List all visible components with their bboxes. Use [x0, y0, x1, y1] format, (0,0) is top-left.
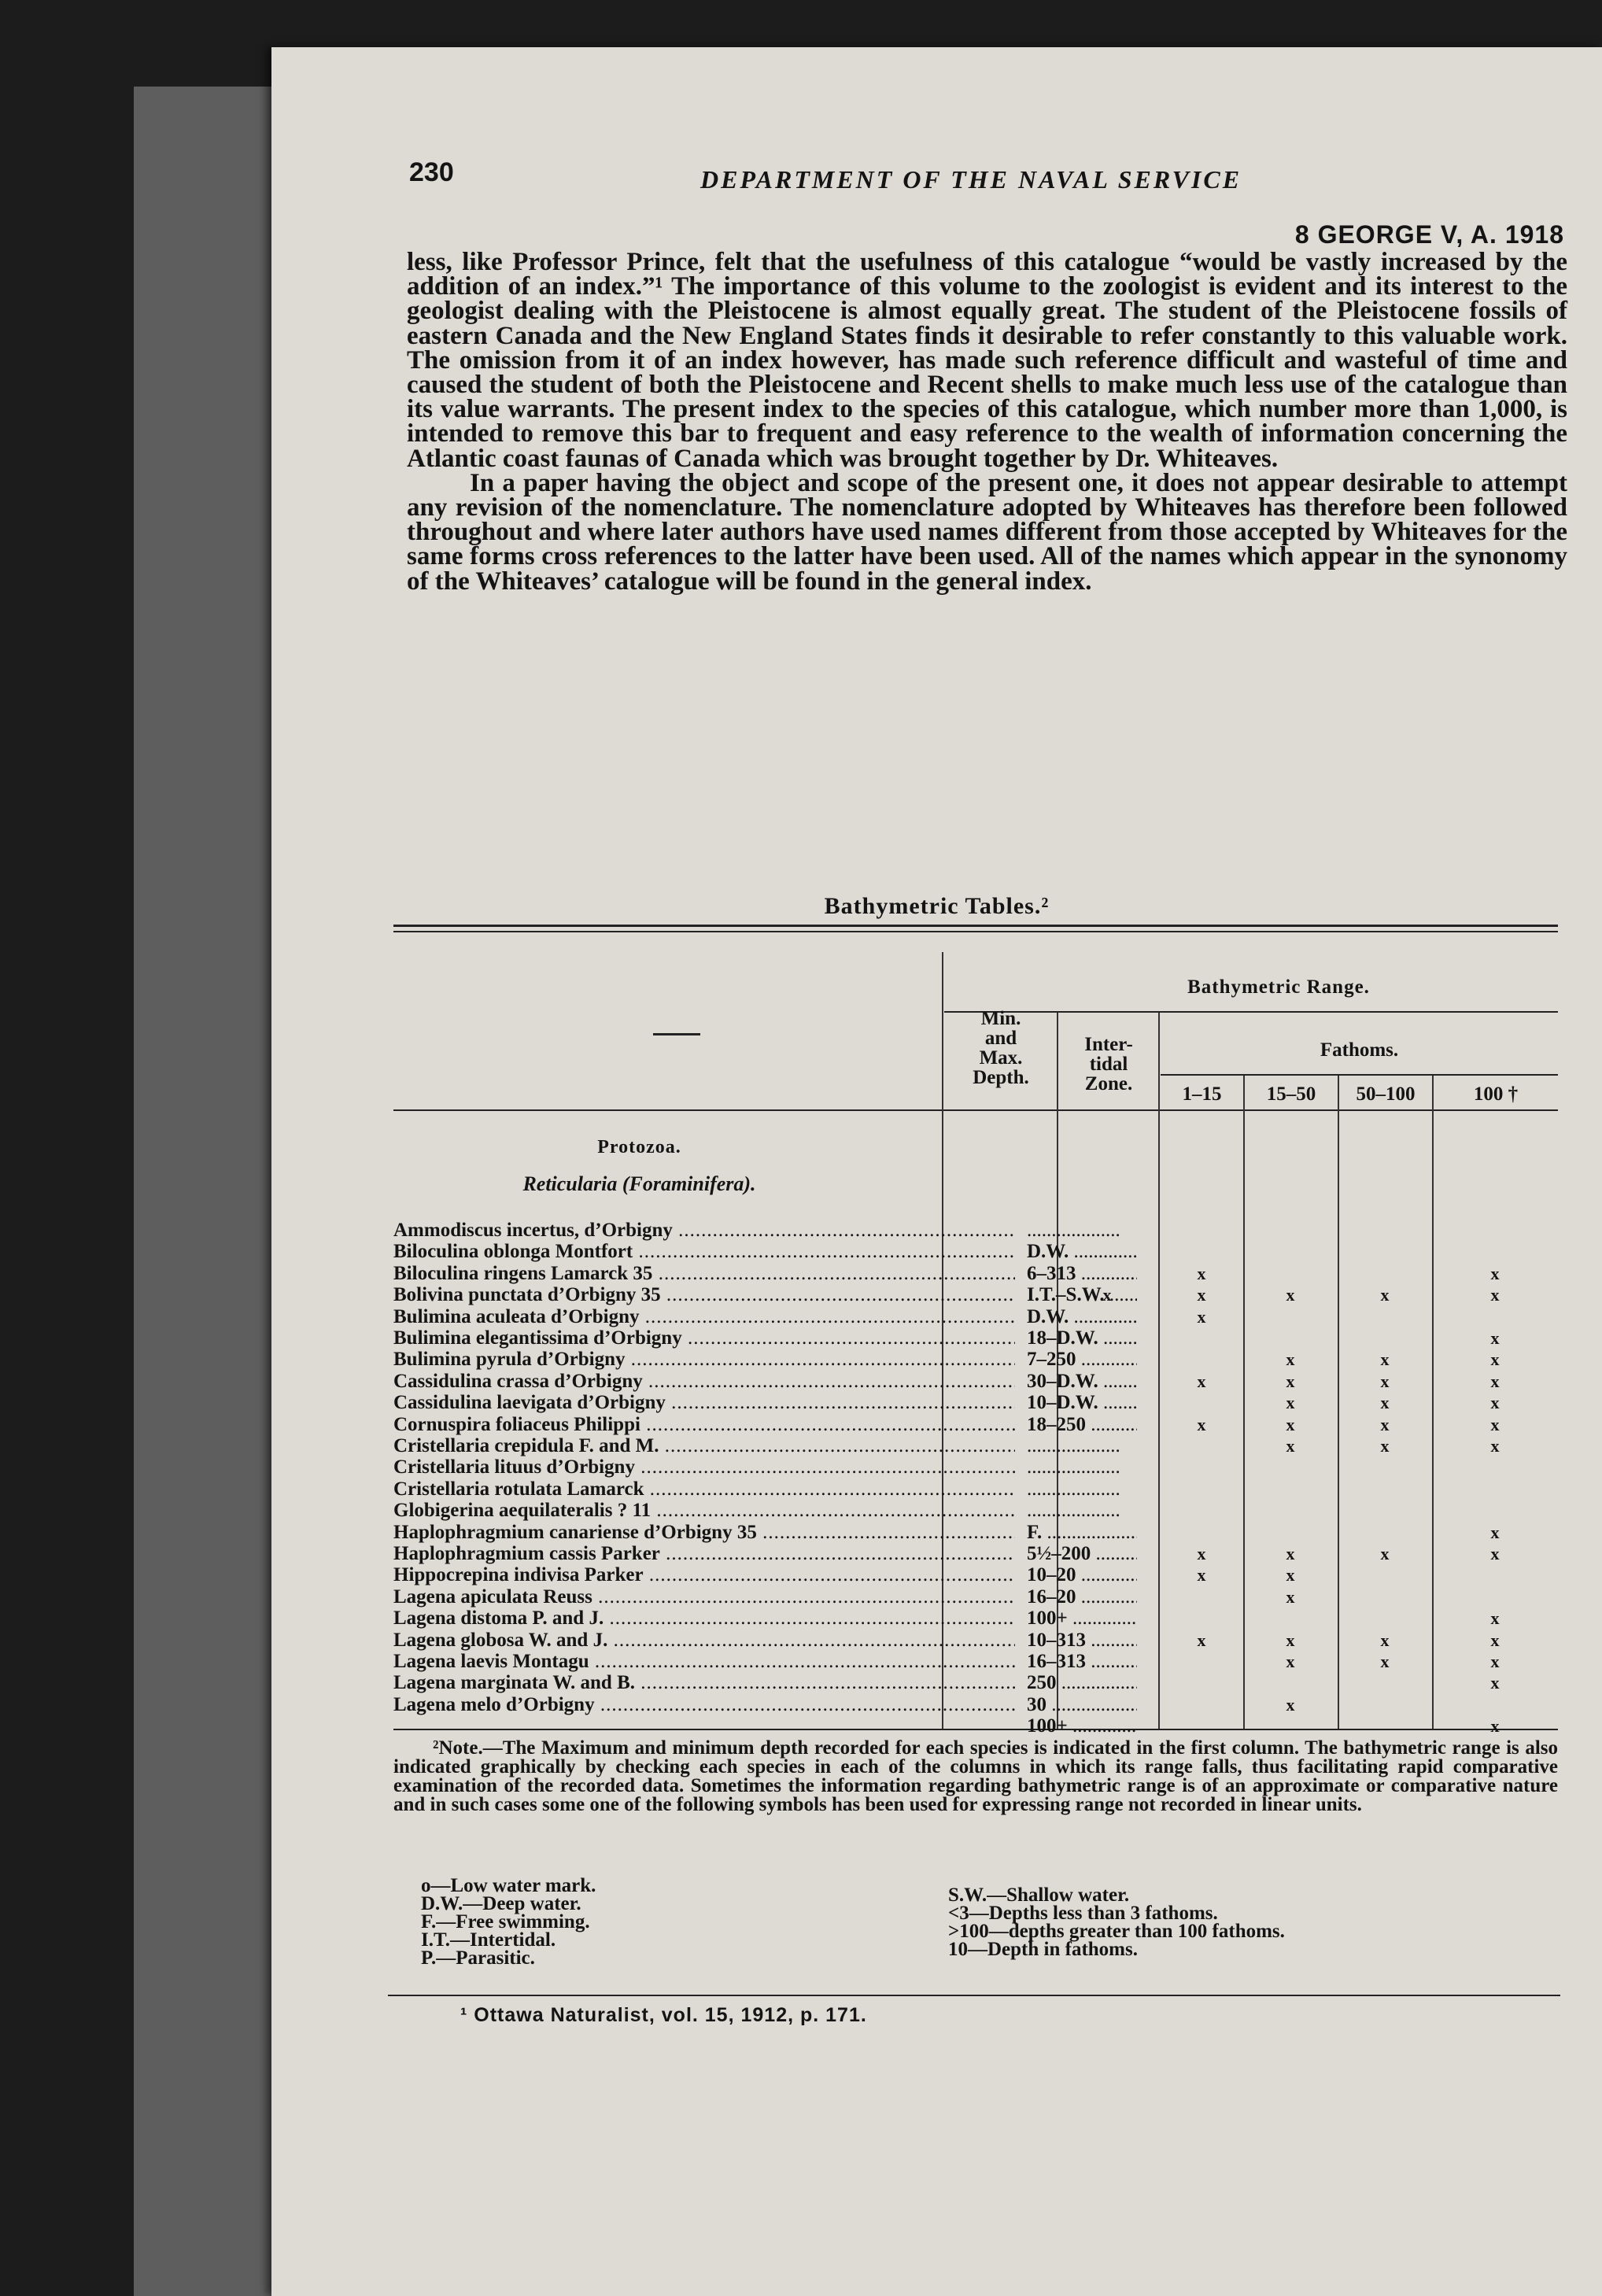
- symbol-entry: D.W.—Deep water.: [421, 1893, 581, 1914]
- range-mark: x: [1286, 1544, 1295, 1563]
- depth-cell: [1027, 1220, 1137, 1241]
- species-name: Cristellaria rotulata Lamarck .....: [393, 1478, 1015, 1500]
- fathoms-header-rule: [1161, 1074, 1558, 1076]
- paragraph: In a paper having the object and scope of the present one, it does not appear desirable to attempt any revision of the nomenclature. The nomenclature adopted by Whiteaves has therefore been followed throughout and where later authors have used names different from those accepted by Whiteaves for the same forms cross references to the latter have been used. All of the names which appear in the synonomy of the Whiteaves’ catalogue will be found in the general index.: [407, 468, 1567, 596]
- symbol-entry: S.W.—Shallow water.: [948, 1884, 1130, 1906]
- range-mark: x: [1197, 1285, 1206, 1305]
- range-mark: x: [1380, 1371, 1390, 1391]
- table-row: [393, 1630, 1558, 1651]
- range-mark: x: [1380, 1630, 1390, 1650]
- species-name: Lagena apiculata Reuss .....: [393, 1586, 1015, 1608]
- symbol-entry: F.—Free swimming.: [421, 1911, 590, 1932]
- range-mark: x: [1490, 1544, 1500, 1563]
- range-mark: x: [1197, 1371, 1206, 1391]
- depth-cell: F. .....: [1027, 1522, 1137, 1543]
- fathoms-header: Fathoms.: [1320, 1039, 1399, 1061]
- depth-cell: 16–20 .....: [1027, 1586, 1137, 1608]
- range-mark: x: [1490, 1436, 1500, 1456]
- header-line: Min.: [980, 1008, 1021, 1029]
- range-mark: x: [1197, 1306, 1206, 1327]
- species-name: Cornuspira foliaceus Philippi .....: [393, 1414, 1015, 1435]
- symbol-entry: >100—depths greater than 100 fathoms.: [948, 1921, 1285, 1942]
- table-row: [393, 1543, 1558, 1564]
- range-mark: x: [1380, 1349, 1390, 1370]
- species-name: Biloculina ringens Lamarck 35 .....: [393, 1263, 1015, 1284]
- intertidal-zone-header: [1060, 1035, 1157, 1094]
- table-row: [393, 1522, 1558, 1543]
- symbols-left: [421, 1877, 596, 1967]
- fathoms-col-50-100: 50–100: [1356, 1083, 1416, 1105]
- depth-cell: 18–250 .....: [1027, 1414, 1137, 1435]
- table-row: [393, 1284, 1558, 1305]
- range-mark: x: [1380, 1436, 1390, 1456]
- symbols-right: [948, 1886, 1285, 1958]
- range-mark: x: [1490, 1328, 1500, 1348]
- group-heading: Protozoa.: [597, 1137, 681, 1157]
- table-row: [393, 1392, 1558, 1413]
- range-mark: x: [1286, 1630, 1295, 1650]
- table-row: [393, 1715, 1558, 1737]
- range-mark: x: [1286, 1371, 1295, 1391]
- range-mark: x: [1490, 1393, 1500, 1413]
- table-row: [393, 1672, 1558, 1693]
- table-row: [393, 1327, 1558, 1349]
- table-top-rule: [393, 925, 1558, 927]
- symbol-entry: 10—Depth in fathoms.: [948, 1939, 1138, 1960]
- depth-cell: 100+ .....: [1027, 1608, 1137, 1629]
- range-mark: x: [1490, 1414, 1500, 1434]
- table-row: [393, 1456, 1558, 1478]
- table-row: [393, 1414, 1558, 1435]
- depth-cell: [1027, 1435, 1137, 1456]
- range-mark: x: [1490, 1349, 1500, 1370]
- paragraph: less, like Professor Prince, felt that the usefulness of this catalogue “would be vastly increased by the addition of an index.”¹ The importance of this volume to the zoologist is evident and its interest to the geologist dealing with the Pleistocene is almost equally great. The student of the Pleistocene fossils of eastern Canada and the New England States finds it desirable to refer constantly to this valuable work. The omission from it of an index however, has made such reference difficult and wasteful of time and caused the student of both the Pleistocene and Recent shells to make much less use of the catalogue than its value warrants. The present index to the species of this catalogue, which number more than 1,000, is intended to remove this bar to frequent and easy reference to the wealth of information concerning the Atlantic coast faunas of Canada which was brought together by Dr. Whiteaves.: [407, 248, 1567, 473]
- header-line: Depth.: [973, 1067, 1029, 1088]
- symbol-entry: P.—Parasitic.: [421, 1947, 535, 1969]
- fathoms-col-15-50: 15–50: [1266, 1083, 1316, 1105]
- table-row: [393, 1694, 1558, 1715]
- range-mark: x: [1490, 1371, 1500, 1391]
- range-mark: x: [1380, 1544, 1390, 1563]
- table-row: [393, 1564, 1558, 1585]
- depth-cell: 16–313 .....: [1027, 1651, 1137, 1672]
- range-mark: x: [1102, 1285, 1112, 1305]
- depth-cell: 30–D.W. .....: [1027, 1371, 1137, 1392]
- symbol-entry: <3—Depths less than 3 fathoms.: [948, 1903, 1218, 1924]
- footnote-rule: [388, 1995, 1560, 1996]
- range-mark: x: [1197, 1544, 1206, 1563]
- depth-cell: 10–D.W. .....: [1027, 1392, 1137, 1413]
- species-name: Globigerina aequilateralis ? 11 .....: [393, 1500, 1015, 1521]
- document-page: [271, 47, 1602, 2296]
- table-top-rule: [393, 931, 1558, 932]
- depth-cell: 7–250 .....: [1027, 1349, 1137, 1370]
- symbol-entry: I.T.—Intertidal.: [421, 1929, 556, 1951]
- species-name: Lagena globosa W. and J. .....: [393, 1630, 1015, 1651]
- range-mark: x: [1286, 1565, 1295, 1585]
- table-row: [393, 1371, 1558, 1392]
- species-name: Cristellaria lituus d’Orbigny .....: [393, 1456, 1015, 1478]
- range-mark: x: [1197, 1263, 1206, 1283]
- species-name: Haplophragmium canariense d’Orbigny 35 .....: [393, 1522, 1015, 1543]
- bathymetric-range-header: Bathymetric Range.: [1187, 976, 1370, 998]
- depth-cell: 5½–200 .....: [1027, 1543, 1137, 1564]
- range-mark: x: [1286, 1652, 1295, 1671]
- range-mark: x: [1490, 1285, 1500, 1305]
- fathoms-col-100-plus: 100 †: [1473, 1083, 1519, 1105]
- species-name: Lagena laevis Montagu .....: [393, 1651, 1015, 1672]
- running-head: DEPARTMENT OF THE NAVAL SERVICE: [700, 165, 1242, 194]
- header-line: and: [984, 1028, 1017, 1049]
- range-mark: x: [1197, 1630, 1206, 1650]
- range-mark: x: [1490, 1673, 1500, 1693]
- range-mark: x: [1380, 1285, 1390, 1305]
- species-name: Haplophragmium cassis Parker .....: [393, 1543, 1015, 1564]
- session-line: 8 GEORGE V, A. 1918: [1294, 220, 1564, 249]
- range-mark: x: [1490, 1263, 1500, 1283]
- page-footnote: ¹ Ottawa Naturalist, vol. 15, 1912, p. 171.: [460, 2004, 867, 2026]
- depth-cell: 100+ .....: [1027, 1715, 1137, 1737]
- range-mark: x: [1490, 1608, 1500, 1629]
- range-mark: x: [1286, 1393, 1295, 1413]
- species-name: Cristellaria crepidula F. and M. .....: [393, 1435, 1015, 1456]
- range-mark: x: [1286, 1694, 1295, 1715]
- species-name: Biloculina oblonga Montfort .....: [393, 1241, 1015, 1262]
- range-mark: x: [1197, 1414, 1206, 1434]
- header-line: Zone.: [1084, 1073, 1133, 1094]
- header-bottom-rule: [393, 1109, 1558, 1111]
- species-name: Bulimina aculeata d’Orbigny .....: [393, 1306, 1015, 1327]
- species-name: Cassidulina laevigata d’Orbigny .....: [393, 1392, 1015, 1413]
- range-mark: x: [1286, 1414, 1295, 1434]
- table-row: [393, 1500, 1558, 1521]
- table-row: [393, 1263, 1558, 1284]
- table-footnote: ²Note.—The Maximum and minimum depth recorded for each species is indicated in the first column. The bathymetric range is also indicated graphically by checking each species in each of the columns in which its range falls, thus facilitating rapid comparative examination of the recorded data. Sometimes the information regarding bathymetric range is of an approximate or comparative nature and in such cases some one of the following symbols has been used for expressing range not recorded in linear units.: [393, 1737, 1558, 1815]
- range-mark: x: [1286, 1436, 1295, 1456]
- species-name: Ammodiscus incertus, d’Orbigny .....: [393, 1220, 1015, 1241]
- depth-cell: D.W. .....: [1027, 1241, 1137, 1262]
- range-mark: x: [1490, 1716, 1500, 1737]
- header-line: tidal: [1089, 1054, 1128, 1075]
- depth-cell: [1027, 1478, 1137, 1500]
- symbol-entry: o—Low water mark.: [421, 1875, 596, 1896]
- table-row: [393, 1349, 1558, 1370]
- species-name: Lagena melo d’Orbigny .....: [393, 1694, 1015, 1715]
- table-row: [393, 1241, 1558, 1262]
- species-name: Lagena marginata W. and B. .....: [393, 1672, 1015, 1693]
- depth-cell: D.W. .....: [1027, 1306, 1137, 1327]
- depth-cell: I.T.–S.W. .....: [1027, 1284, 1137, 1305]
- range-mark: x: [1490, 1630, 1500, 1650]
- range-mark: x: [1380, 1652, 1390, 1671]
- species-name: Lagena distoma P. and J. .....: [393, 1608, 1015, 1629]
- table-row: [393, 1306, 1558, 1327]
- table-row: [393, 1608, 1558, 1629]
- header-line: Max.: [979, 1047, 1023, 1069]
- stub-header-dash: [653, 1033, 700, 1035]
- table-row: [393, 1586, 1558, 1608]
- depth-cell: 10–313 .....: [1027, 1630, 1137, 1651]
- depth-cell: 6–313 .....: [1027, 1263, 1137, 1284]
- table-row: [393, 1435, 1558, 1456]
- header-line: Inter-: [1084, 1034, 1133, 1055]
- range-mark: x: [1380, 1393, 1390, 1413]
- species-name: Bulimina elegantissima d’Orbigny .....: [393, 1327, 1015, 1349]
- table-title: Bathymetric Tables.²: [824, 893, 1050, 919]
- range-mark: x: [1380, 1414, 1390, 1434]
- range-mark: x: [1490, 1652, 1500, 1671]
- subgroup-heading: Reticularia (Foraminifera).: [522, 1172, 756, 1195]
- table-row: [393, 1478, 1558, 1500]
- range-mark: x: [1286, 1586, 1295, 1607]
- species-name: Cassidulina crassa d’Orbigny .....: [393, 1371, 1015, 1392]
- table-row: [393, 1651, 1558, 1672]
- range-mark: x: [1286, 1285, 1295, 1305]
- species-name: Hippocrepina indivisa Parker .....: [393, 1564, 1015, 1585]
- species-name: Bolivina punctata d’Orbigny 35 .....: [393, 1284, 1015, 1305]
- depth-cell: 250 .....: [1027, 1672, 1137, 1693]
- depth-cell: [1027, 1456, 1137, 1478]
- depth-cell: 18–D.W. .....: [1027, 1327, 1137, 1349]
- depth-cell: [1027, 1500, 1137, 1521]
- range-mark: x: [1490, 1522, 1500, 1542]
- species-name: Bulimina pyrula d’Orbigny .....: [393, 1349, 1015, 1370]
- fathoms-col-1-15: 1–15: [1182, 1083, 1222, 1105]
- range-mark: x: [1197, 1565, 1206, 1585]
- min-max-depth-header: [947, 1009, 1055, 1087]
- range-mark: x: [1286, 1349, 1295, 1370]
- depth-cell: 10–20 .....: [1027, 1564, 1137, 1585]
- depth-cell: 30 .....: [1027, 1694, 1137, 1715]
- page-number: 230: [409, 157, 454, 187]
- table-row: [393, 1220, 1558, 1241]
- body-text: [407, 250, 1567, 594]
